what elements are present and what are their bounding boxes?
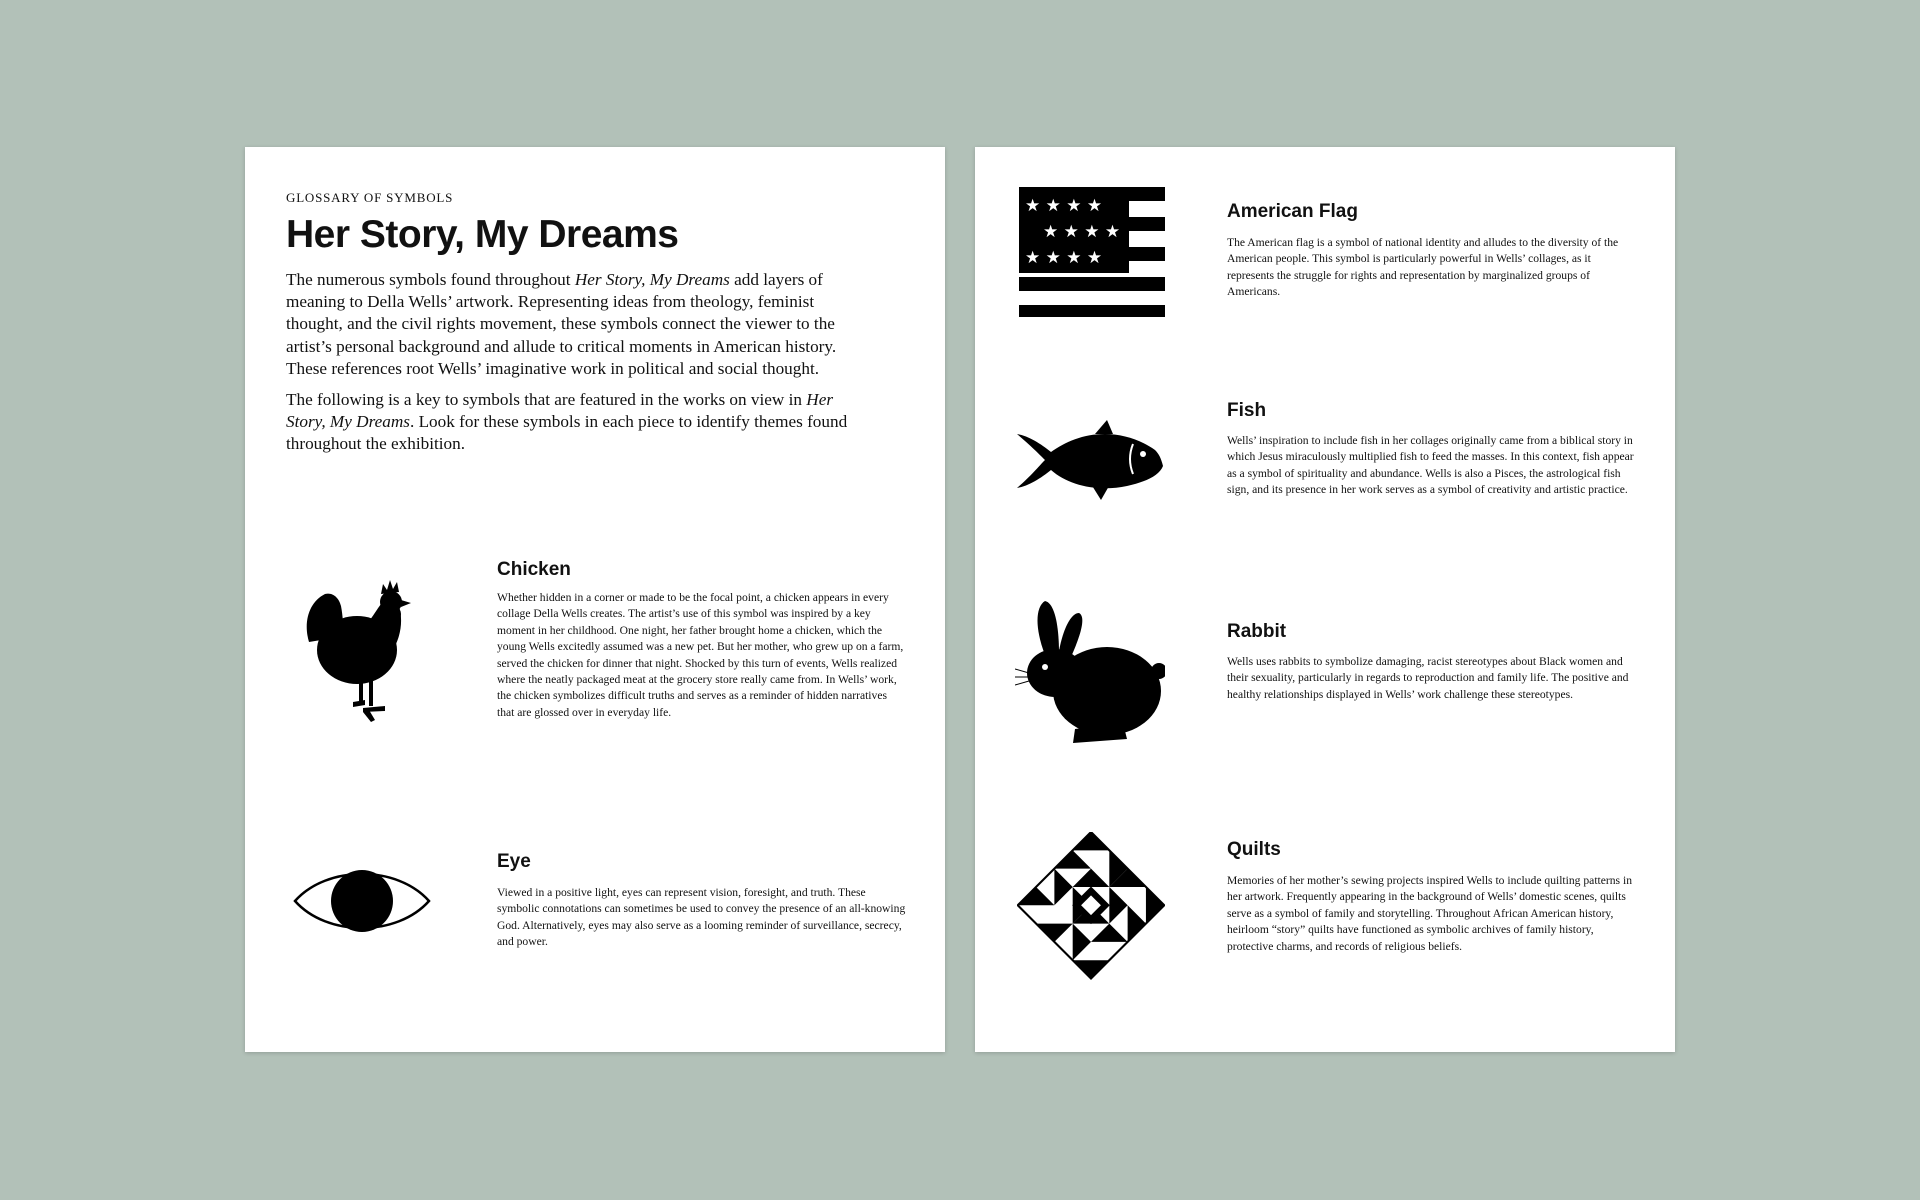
chicken-icon: [303, 572, 415, 722]
symbol-heading-rabbit: Rabbit: [1227, 621, 1287, 642]
fish-icon: [1015, 420, 1165, 502]
glossary-eyebrow: GLOSSARY OF SYMBOLS: [286, 190, 454, 205]
page-title: Her Story, My Dreams: [286, 213, 679, 256]
intro-paragraph-1: [286, 269, 856, 380]
symbol-text-eye: Viewed in a positive light, eyes can represent vision, foresight, and truth. These symbolic connotations can sometimes be used to convey the presence of an all-knowing God. Alternatively, eyes may also serve as a looming reminder of surveillance, secrecy, and power.: [497, 886, 906, 949]
intro-1-text-end: add layers of meaning to Della Wells’ artwork. Representing ideas from theology, feminist thought, and the civil rights movement, these symbols connect the viewer to the artist’s personal background and allude to critical moments in American history. These references root Wells’ imaginative work in political and social thought.: [286, 270, 837, 378]
intro-1-exhibition-title: Her Story, My Dreams: [574, 270, 730, 289]
intro-paragraph-2: [286, 389, 856, 456]
eye-icon: [292, 863, 432, 939]
symbol-heading-chicken: Chicken: [497, 559, 571, 580]
intro-2-text-start: The following is a key to symbols that are featured in the works on view in: [286, 390, 807, 409]
intro-1-text-start: The numerous symbols found throughout: [286, 270, 575, 289]
rabbit-icon: [1015, 599, 1165, 743]
right-page: [975, 147, 1675, 1052]
symbol-text-quilts: Memories of her mother’s sewing projects inspired Wells to include quilting patterns in her artwork. Frequently appearing in the background of Wells’ domestic scenes, quilts serve as a symbol of family and storytelling. Throughout African American history, heirloom “story” quilts have functioned as symbolic archives of family history, protective charms, and records of religious beliefs.: [1227, 874, 1632, 953]
symbol-heading-quilts: Quilts: [1227, 839, 1281, 860]
left-page: [245, 147, 945, 1052]
symbol-text-american-flag: The American flag is a symbol of national identity and alludes to the diversity of the American people. This symbol is particularly powerful in Wells’ collages, as it represents the struggle for rights and representation by marginalized groups of Americans.: [1227, 236, 1619, 299]
svg-text:★ ★ ★ ★: ★ ★ ★ ★: [1025, 196, 1103, 216]
quilt-icon: [1017, 832, 1165, 980]
symbol-heading-american-flag: American Flag: [1227, 201, 1358, 222]
svg-text:★ ★ ★ ★: ★ ★ ★ ★: [1025, 248, 1103, 268]
symbol-text-rabbit: Wells uses rabbits to symbolize damaging, racist stereotypes about Black women and their sexuality, particularly in regards to reproduction and family life. The positive and healthy relationships displayed in Wells’ work challenge these stereotypes.: [1227, 655, 1629, 701]
svg-text:★ ★ ★ ★: ★ ★ ★ ★: [1043, 222, 1121, 242]
symbol-text-chicken: Whether hidden in a corner or made to be the focal point, a chicken appears in every collage Della Wells creates. The artist’s use of this symbol was inspired by a key moment in her childhood. One night, her father brought home a chicken, which the young Wells excitedly assumed was a new pet. But her mother, who grew up on a farm, served the chicken for dinner that night. Shocked by this turn of events, Wells realized where the neatly packaged meat at the grocery store really came from. In Wells’ work, the chicken symbolizes difficult truths and serves as a reminder of hidden narratives that are glossed over in everyday life.: [497, 591, 904, 719]
symbol-heading-fish: Fish: [1227, 400, 1267, 421]
intro-2-text-end: . Look for these symbols in each piece to identify themes found throughout the exhibition.: [286, 412, 848, 454]
symbol-text-fish: Wells’ inspiration to include fish in her collages originally came from a biblical story in which Jesus miraculously multiplied fish to feed the masses. In this context, fish appear as a symbol of spirituality and abundance. Wells is also a Pisces, the astrological fish sign, and its presence in her work serves as a symbol of creativity and artistic practice.: [1227, 434, 1634, 497]
symbol-heading-eye: Eye: [497, 851, 531, 872]
intro-2-exhibition-title: Her Story, My Dreams: [286, 390, 834, 432]
american-flag-icon: [1019, 187, 1165, 317]
